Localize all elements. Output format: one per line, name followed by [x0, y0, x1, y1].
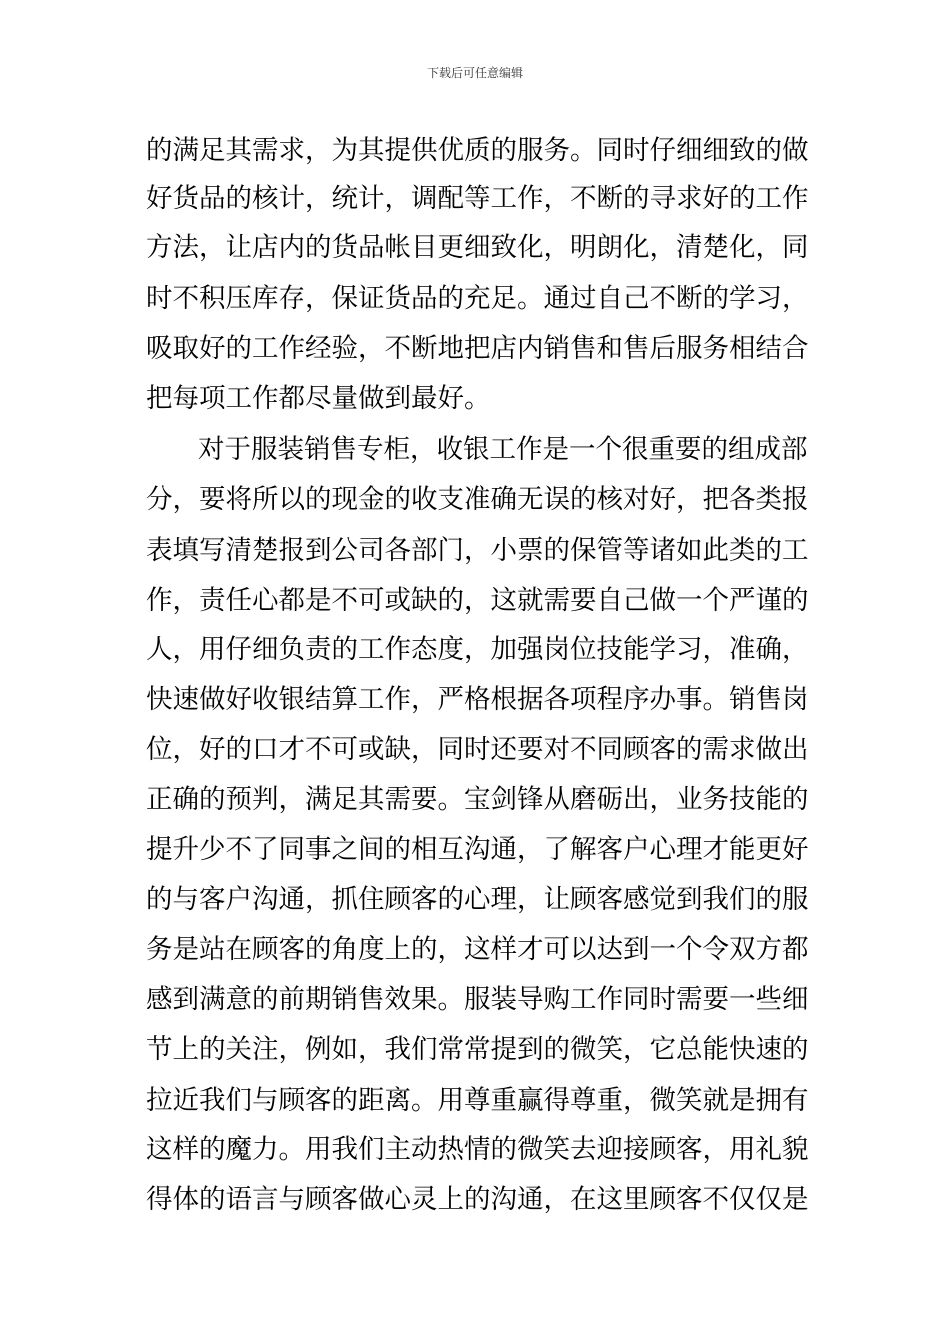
paragraph-line: 的满足其需求，为其提供优质的服务。同时仔细细致的做 — [146, 135, 809, 166]
paragraph-line: 方法，让店内的货品帐目更细致化，明朗化，清楚化，同 — [146, 232, 809, 263]
paragraph-line: 正确的预判，满足其需要。宝剑锋从磨砺出，业务技能的 — [146, 784, 809, 815]
paragraph-line: 提升少不了同事之间的相互沟通，了解客户心理才能更好 — [146, 834, 809, 865]
paragraph-line: 节上的关注，例如，我们常常提到的微笑，它总能快速的 — [146, 1034, 809, 1065]
paragraph-line: 吸取好的工作经验，不断地把店内销售和售后服务相结合 — [146, 333, 809, 364]
paragraph-line: 表填写清楚报到公司各部门，小票的保管等诸如此类的工 — [146, 535, 809, 566]
paragraph-line: 这样的魔力。用我们主动热情的微笑去迎接顾客，用礼貌 — [146, 1134, 809, 1165]
paragraph-first-line: 对于服装销售专柜，收银工作是一个很重要的组成部 — [198, 434, 808, 465]
page-header: 下载后可任意编辑 — [426, 66, 523, 80]
paragraph-line: 好货品的核计，统计，调配等工作，不断的寻求好的工作 — [146, 183, 809, 214]
paragraph-line: 得体的语言与顾客做心灵上的沟通，在这里顾客不仅仅是 — [146, 1184, 809, 1215]
paragraph-line: 分，要将所以的现金的收支准确无误的核对好，把各类报 — [146, 484, 809, 515]
paragraph-line: 作，责任心都是不可或缺的，这就需要自己做一个严谨的 — [146, 585, 809, 616]
paragraph-line: 人，用仔细负责的工作态度，加强岗位技能学习，准确， — [146, 634, 809, 665]
paragraph-line: 感到满意的前期销售效果。服装导购工作同时需要一些细 — [146, 984, 809, 1015]
paragraph-line: 时不积压库存，保证货品的充足。通过自己不断的学习， — [146, 283, 809, 314]
paragraph-line: 位，好的口才不可或缺，同时还要对不同顾客的需求做出 — [146, 734, 809, 765]
paragraph-line: 把每项工作都尽量做到最好。 — [146, 383, 491, 414]
paragraph-line: 拉近我们与顾客的距离。用尊重赢得尊重，微笑就是拥有 — [146, 1085, 809, 1116]
paragraph-line: 的与客户沟通，抓住顾客的心理，让顾客感觉到我们的服 — [146, 884, 809, 915]
paragraph-line: 务是站在顾客的角度上的，这样才可以达到一个令双方都 — [146, 934, 809, 965]
paragraph-line: 快速做好收银结算工作，严格根据各项程序办事。销售岗 — [146, 684, 809, 715]
